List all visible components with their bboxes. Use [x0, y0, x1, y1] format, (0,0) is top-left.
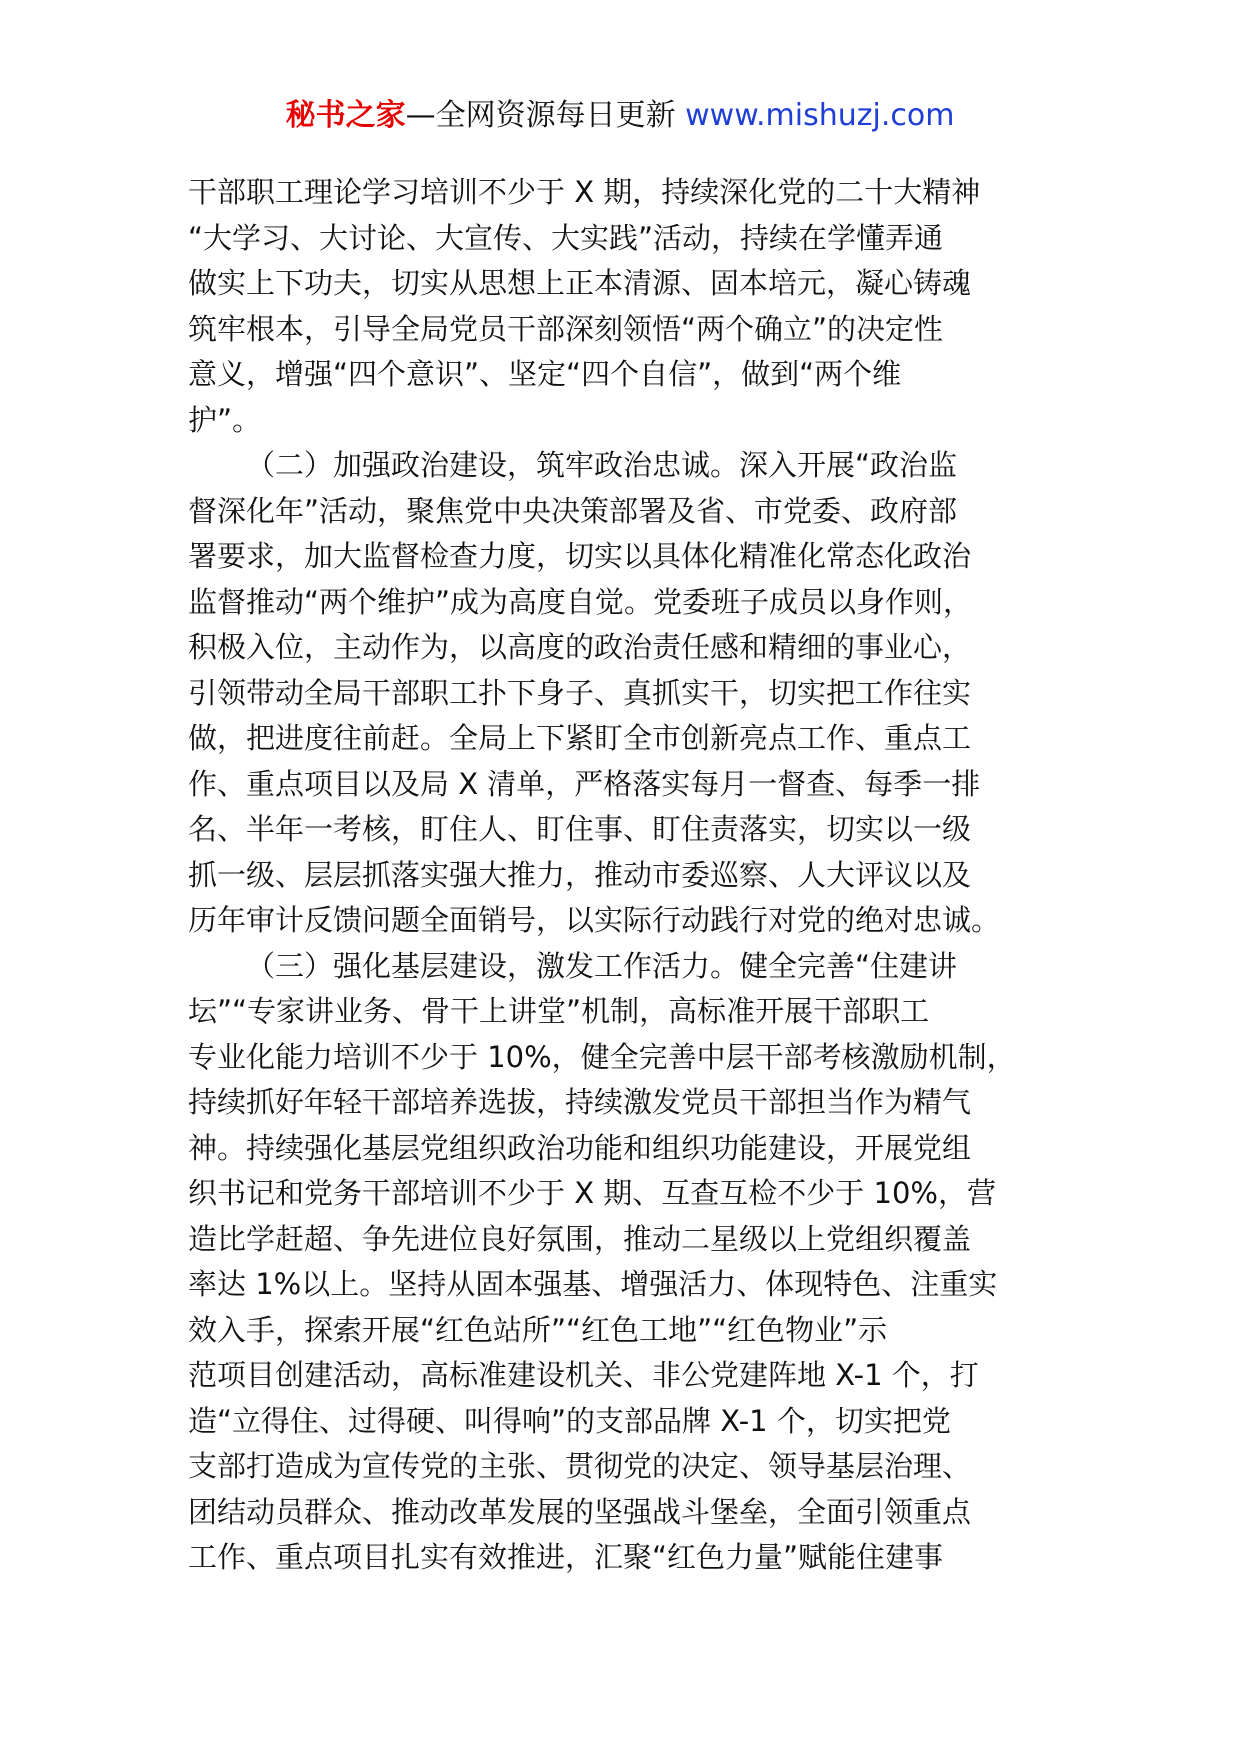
body-line: “大学习、大讨论、大宣传、大实践”活动，持续在学懂弄通: [188, 220, 944, 255]
body-line: 护”。: [188, 402, 262, 437]
body-line: 工作、重点项目扎实有效推进，汇聚“红色力量”赋能住建事: [188, 1540, 944, 1574]
section-heading-line: （二）加强政治建设，筑牢政治忠诚。深入开展“政治监: [246, 448, 958, 482]
site-header: [0, 96, 1240, 136]
body-line: 积极入位，主动作为，以高度的政治责任感和精细的事业心，: [188, 630, 972, 664]
body-line: 筑牢根本，引导全局党员干部深刻领悟“两个确立”的决定性: [188, 311, 944, 346]
site-tagline: —全网资源每日更新: [405, 98, 676, 133]
body-line: 引领带动全局干部职工扑下身子、真抓实干，切实把工作往实: [188, 675, 972, 710]
body-line: 监督推动“两个维护”成为高度自觉。党委班子成员以身作则，: [188, 584, 973, 619]
body-line: 意义，增强“四个意识”、坚定“四个自信”，做到“两个维: [188, 357, 902, 391]
section-heading-line: （三）强化基层建设，激发工作活力。健全完善“住建讲: [246, 948, 958, 983]
body-line: 造“立得住、过得硬、叫得响”的支部品牌 X-1 个，切实把党: [188, 1403, 951, 1438]
body-line: 署要求，加大监督检查力度，切实以具体化精准化常态化政治: [188, 539, 972, 573]
body-line: 干部职工理论学习培训不少于 X 期，持续深化党的二十大精神: [188, 175, 981, 209]
body-line: 团结动员群众、推动改革发展的坚强战斗堡垒，全面引领重点: [188, 1494, 972, 1529]
body-line: 作、重点项目以及局 X 清单，严格落实每月一督查、每季一排: [188, 766, 981, 801]
body-line: 历年审计反馈问题全面销号，以实际行动践行对党的绝对忠诚。: [188, 903, 1001, 937]
body-line: 坛”“专家讲业务、骨干上讲堂”机制，高标准开展干部职工: [188, 994, 930, 1028]
site-url-link[interactable]: www.mishuzj.com: [685, 98, 955, 133]
body-line: 织书记和党务干部培训不少于 X 期、互查互检不少于 10%，营: [188, 1176, 996, 1210]
body-line: 神。持续强化基层党组织政治功能和组织功能建设，开展党组: [188, 1130, 972, 1165]
body-line: 造比学赶超、争先进位良好氛围，推动二星级以上党组织覆盖: [188, 1221, 972, 1256]
body-line: 支部打造成为宣传党的主张、贯彻党的决定、领导基层治理、: [188, 1449, 972, 1483]
body-line: 率达 1%以上。坚持从固本强基、增强活力、体现特色、注重实: [188, 1267, 998, 1301]
body-line: 名、半年一考核，盯住人、盯住事、盯住责落实，切实以一级: [188, 812, 972, 846]
site-brand: 秘书之家: [285, 98, 406, 133]
body-line: 做实上下功夫，切实从思想上正本清源、固本培元，凝心铸魂: [188, 266, 972, 300]
body-line: 抓一级、层层抓落实强大推力，推动市委巡察、人大评议以及: [188, 857, 972, 892]
body-line: 持续抓好年轻干部培养选拔，持续激发党员干部担当作为精气: [188, 1085, 972, 1119]
body-line: 范项目创建活动，高标准建设机关、非公党建阵地 X-1 个，打: [188, 1358, 979, 1392]
body-line: 专业化能力培训不少于 10%，健全完善中层干部考核激励机制，: [188, 1039, 1016, 1074]
document-body: [188, 170, 1088, 1581]
body-line: 督深化年”活动，聚焦党中央决策部署及省、市党委、政府部: [188, 493, 958, 528]
body-line: 做，把进度往前赶。全局上下紧盯全市创新亮点工作、重点工: [188, 721, 972, 755]
body-line: 效入手，探索开展“红色站所”“红色工地”“红色物业”示: [188, 1312, 888, 1347]
